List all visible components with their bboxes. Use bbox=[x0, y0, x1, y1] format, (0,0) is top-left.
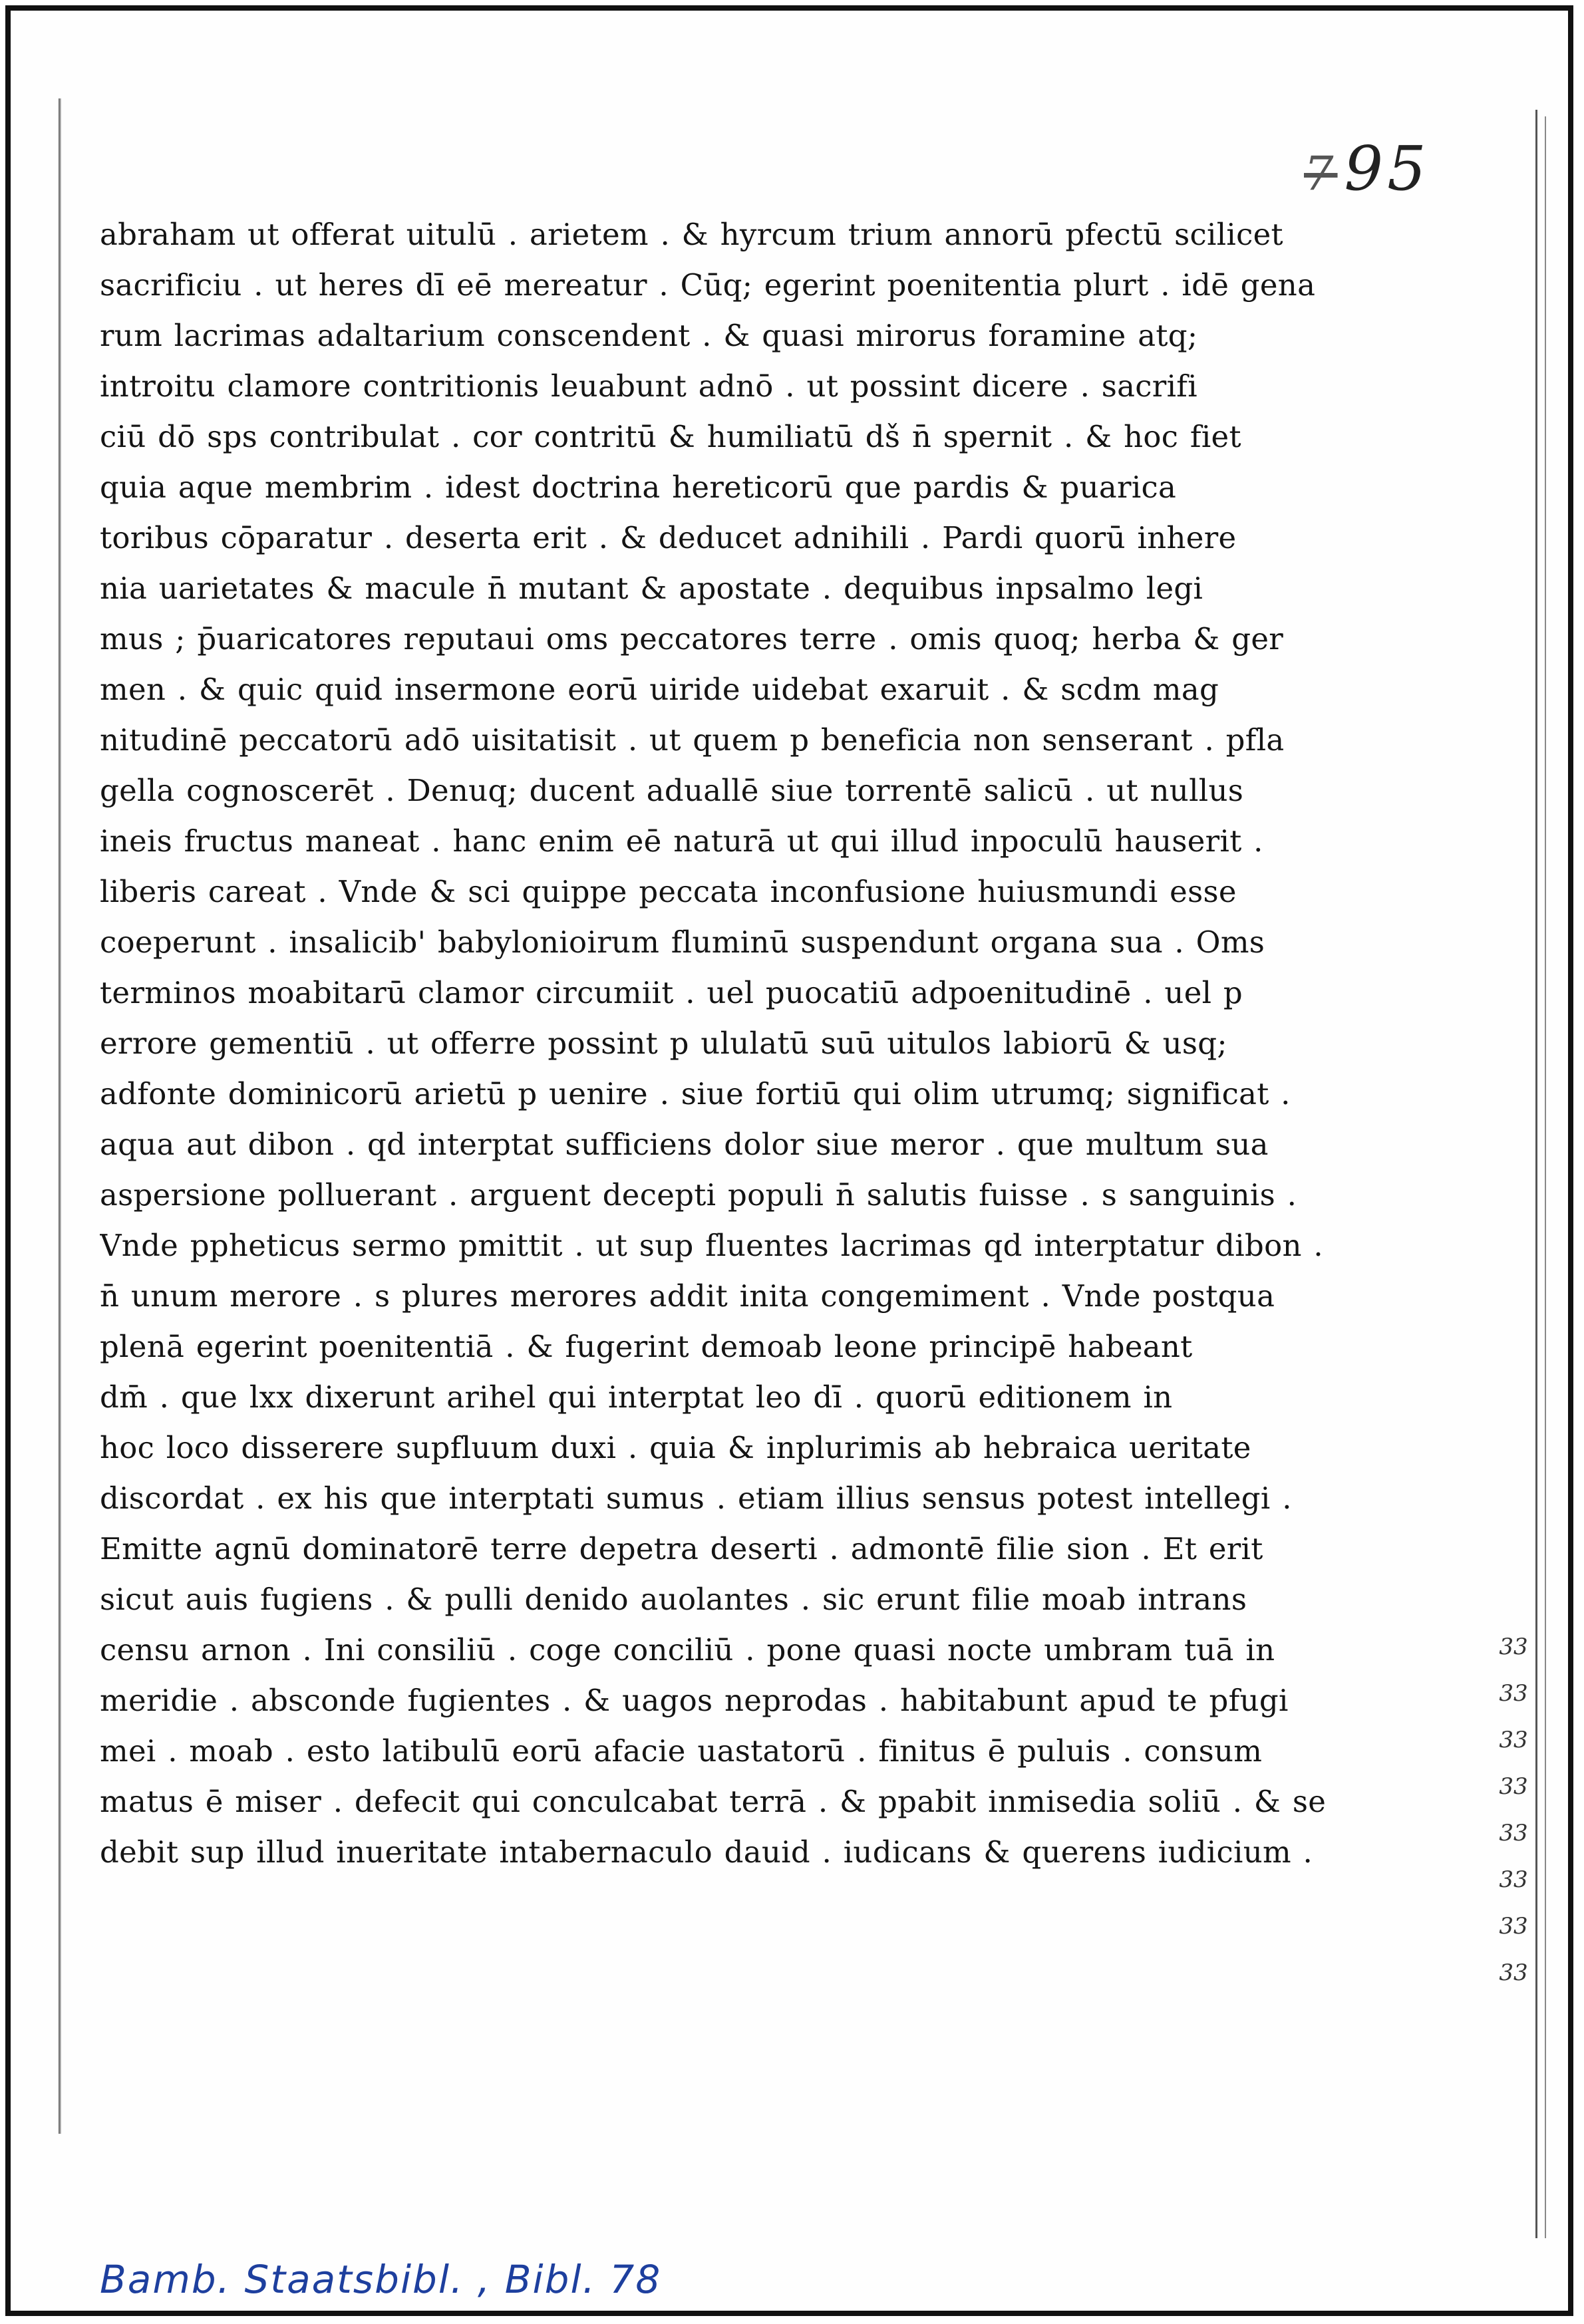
manuscript-line: errore gementiū . ut offerre possint p ululatū suū uitulos labiorū & usq; bbox=[100, 1026, 1227, 1061]
manuscript-text-block bbox=[100, 210, 1344, 1878]
manuscript-line: sicut auis fugiens . & pulli denido auolantes . sic erunt filie moab intrans bbox=[100, 1582, 1247, 1617]
manuscript-line: coeperunt . insalicib' babylonioirum fluminū suspendunt organa sua . Oms bbox=[100, 925, 1265, 960]
library-shelfmark: Bamb. Staatsbibl. , Bibl. 78 bbox=[100, 2257, 662, 2302]
manuscript-line: aspersione polluerant . arguent decepti populi n̄ salutis fuisse . s sanguinis . bbox=[100, 1177, 1297, 1213]
manuscript-line: terminos moabitarū clamor circumiit . uel puocatiū adpoenitudinē . uel p bbox=[100, 975, 1243, 1010]
manuscript-line: plenā egerint poenitentiā . & fugerint demoab leone principē habeant bbox=[100, 1329, 1193, 1364]
manuscript-line: gella cognoscerēt . Denuq; ducent aduallē siue torrentē salicū . ut nullus bbox=[100, 773, 1244, 808]
margin-mark: 33 bbox=[1499, 1866, 1528, 1893]
manuscript-line: Vnde ppheticus sermo pmittit . ut sup fluentes lacrimas qd interptatur dibon . bbox=[100, 1228, 1323, 1263]
manuscript-line: censu arnon . Ini consiliū . coge conciliū . pone quasi nocte umbram tuā in bbox=[100, 1632, 1275, 1668]
manuscript-line: adfonte dominicorū arietū p uenire . siue fortiū qui olim utrumq; significat . bbox=[100, 1076, 1291, 1111]
manuscript-line: nia uarietates & macule n̄ mutant & apostate . dequibus inpsalmo legi bbox=[100, 571, 1203, 606]
folio-current-number: 95 bbox=[1344, 133, 1430, 204]
manuscript-line: men . & quic quid insermone eorū uiride uidebat exaruit . & scdm mag bbox=[100, 672, 1219, 707]
manuscript-line: ciū dō sps contribulat . cor contritū & humiliatū dš n̄ spernit . & hoc fiet bbox=[100, 419, 1241, 454]
manuscript-line: meridie . absconde fugientes . & uagos neprodas . habitabunt apud te pfugi bbox=[100, 1683, 1289, 1718]
manuscript-line: n̄ unum merore . s plures merores addit inita congemiment . Vnde postqua bbox=[100, 1278, 1275, 1314]
margin-mark: 33 bbox=[1499, 1820, 1528, 1846]
page-left-edge bbox=[59, 98, 61, 2134]
manuscript-line: toribus cōparatur . deserta erit . & deducet adnihili . Pardi quorū inhere bbox=[100, 520, 1237, 555]
manuscript-line: ineis fructus maneat . hanc enim eē naturā ut qui illud inpoculū hauserit . bbox=[100, 823, 1263, 859]
page-right-edge bbox=[1535, 110, 1537, 2238]
manuscript-line: mei . moab . esto latibulū eorū afacie uastatorū . finitus ē puluis . consum bbox=[100, 1733, 1263, 1769]
manuscript-line: abraham ut offerat uitulū . arietem . & hyrcum trium annorū pfectū scilicet bbox=[100, 217, 1283, 252]
margin-mark: 33 bbox=[1499, 1634, 1528, 1660]
page-right-edge-inner bbox=[1545, 116, 1546, 2238]
manuscript-line: debit sup illud inueritate intabernaculo dauid . iudicans & querens iudicium . bbox=[100, 1834, 1313, 1870]
manuscript-line: quia aque membrim . idest doctrina hereticorū que pardis & puarica bbox=[100, 470, 1177, 505]
manuscript-line: matus ē miser . defecit qui conculcabat terrā . & ppabit inmisedia soliū . & se bbox=[100, 1784, 1327, 1819]
manuscript-line: rum lacrimas adaltarium conscendent . & quasi mirorus foramine atq; bbox=[100, 318, 1198, 353]
margin-mark: 33 bbox=[1499, 1680, 1528, 1707]
manuscript-line: Emitte agnū dominatorē terre depetra deserti . admontē filie sion . Et erit bbox=[100, 1531, 1263, 1566]
margin-mark: 33 bbox=[1499, 1773, 1528, 1800]
margin-quotation-marks bbox=[1494, 1624, 1533, 1996]
folio-struck-number: 7 bbox=[1304, 146, 1338, 201]
manuscript-line: hoc loco disserere supfluum duxi . quia & inplurimis ab hebraica ueritate bbox=[100, 1430, 1251, 1465]
manuscript-line: dm̄ . que lxx dixerunt arihel qui interptat leo dī . quorū editionem in bbox=[100, 1380, 1173, 1415]
manuscript-line: mus ; p̄uaricatores reputaui oms peccatores terre . omis quoq; herba & ger bbox=[100, 621, 1284, 656]
margin-mark: 33 bbox=[1499, 1960, 1528, 1986]
manuscript-line: liberis careat . Vnde & sci quippe peccata inconfusione huiusmundi esse bbox=[100, 874, 1237, 909]
manuscript-line: introitu clamore contritionis leuabunt adnō . ut possint dicere . sacrifi bbox=[100, 368, 1197, 404]
manuscript-line: sacrificiu . ut heres dī eē mereatur . Cūq; egerint poenitentia plurt . idē gena bbox=[100, 267, 1316, 303]
margin-mark: 33 bbox=[1499, 1913, 1528, 1940]
folio-number bbox=[1304, 133, 1430, 204]
manuscript-line: nitudinē peccatorū adō uisitatisit . ut quem p beneficia non senserant . pfla bbox=[100, 722, 1285, 758]
manuscript-line: discordat . ex his que interptati sumus . etiam illius sensus potest intellegi . bbox=[100, 1481, 1292, 1516]
manuscript-line: aqua aut dibon . qd interptat sufficiens dolor siue meror . que multum sua bbox=[100, 1127, 1269, 1162]
margin-mark: 33 bbox=[1499, 1727, 1528, 1753]
